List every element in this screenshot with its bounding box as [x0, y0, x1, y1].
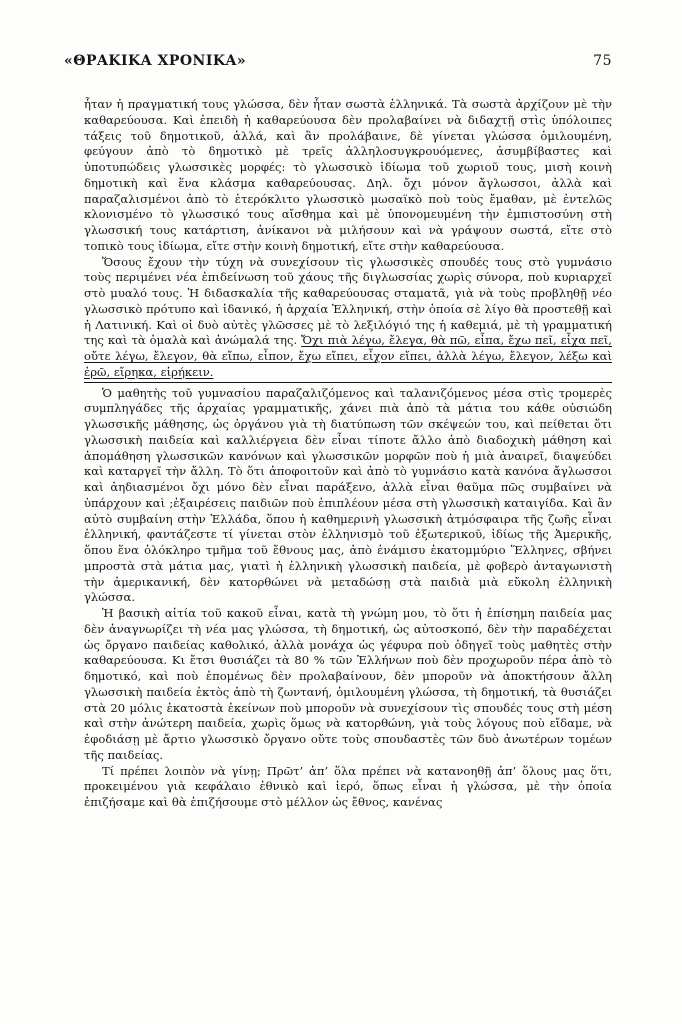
paragraph-4: Ἡ βασικὴ αἰτία τοῦ κακοῦ εἶναι, κατὰ τὴ γνώμη μου, τὸ ὅτι ἡ ἐπίσημη παιδεία μας δὲν ἀναγνωρίζει τὴ νέα μας γλώσσα, τὴ δημοτική, ὡς αὐτοσκοπό, δὲν τὴν παραδέχεται ὡς ὄργανο παιδείας καθολικό, ἀλλὰ μονάχα ὡς γέφυρα ποὺ ὁδηγεῖ τοὺς μαθητὲς στὴν καθαρεύουσα. Κι ἔτσι θυσιάζει τὰ 80 % τῶν Ἑλλήνων ποὺ δὲν προχωροῦν πέρα ἀπὸ τὸ δημοτικό, καὶ ποὺ ἑπομένως δὲν προλαβαίνουν, δὲν μποροῦν νὰ ἀποκτήσουν ἄλλη γλωσσικὴ παιδεία ἐκτὸς ἀπὸ τὴ ζωντανή, ὁμιλουμένη γλώσσα, τὴ δημοτική, τὰ θυσιάζει στὰ 20 μόλις ἑκατοστὰ ἐκείνων ποὺ μποροῦν νὰ συνεχίσουν τὶς σπουδές τους στὴ μέση καὶ στὴν ἀνώτερη παιδεία, χωρὶς ὅμως νὰ κατορθώνη, γιὰ τοὺς λόγους ποὺ εἴδαμε, νὰ ἐφοδιάσῃ μὲ ἄρτιο γλωσσικὸ ὄργανο οὔτε τοὺς σπουδαστὲς τῶν δυὸ ἀνωτέρων τομέων τῆς παιδείας.	[84, 606, 612, 762]
page-number: 75	[593, 53, 612, 69]
paragraph-2	[84, 255, 612, 381]
article-body	[84, 97, 612, 811]
section-rule	[84, 382, 612, 383]
verb-forms-quote: Ὄχι πιὰ λέγω, ἔλεγα, θὰ πῶ, εἶπα, ἔχω πεῖ, εἶχα πεῖ, οὔτε λέγω, ἔλεγον, θὰ εἴπω, εἶπον, ἔχω εἴπει, εἶχον εἴπει, ἀλλὰ λέγω, ἔλεγον, λέξω καὶ ἐρῶ, εἴρηκα, εἰρήκειν.	[84, 333, 612, 379]
paragraph-5: Τί πρέπει λοιπὸν νὰ γίνῃ; Πρῶτ’ ἀπ’ ὅλα πρέπει νὰ κατανοηθῇ ἀπ’ ὅλους μας ὅτι, προκειμένου γιὰ κεφάλαιο ἐθνικὸ καὶ ἱερό, ὅπως εἶναι ἡ γλώσσα, μὲ τὴν ὁποία ἐπιζήσαμε καὶ θὰ ἐπιζήσουμε στὸ μέλλον ὡς ἔθνος, κανένας	[84, 763, 612, 809]
paragraph-2-text: Ὅσους ἔχουν τὴν τύχη νὰ συνεχίσουν τὶς γλωσσικὲς σπουδές τους στὸ γυμνάσιο τοὺς περιμένει νέα ἐπιδείνωση τοῦ χάους τῆς διγλωσσίας χωρὶς σύνορα, ποὺ κυριαρχεῖ στὸ μυαλό τους. Ἡ διδασκαλία τῆς καθαρεύουσας σταματᾶ, γιὰ νὰ τοὺς προβληθῇ νέο γλωσσικὸ πρότυπο καὶ ἰδανικό, ἡ ἀρχαία Ἑλληνική, στὴν ὁποία σὲ λίγο θὰ προστεθῇ καὶ ἡ Λατινική. Καὶ οἱ δυὸ αὐτὲς γλῶσσες μὲ τὸ λεξιλόγιό της ἡ καθεμιά, μὲ τὴ γραμματική της καὶ τὰ ὁμαλὰ καὶ ἀνώμαλά της.	[84, 254, 612, 348]
paragraph-1: ἦταν ἡ πραγματική τους γλώσσα, δὲν ἦταν σωστὰ ἑλληνικά. Τὰ σωστὰ ἀρχίζουν μὲ τὴν καθαρεύουσα. Καὶ ἐπειδὴ ἡ καθαρεύουσα δὲν προλαβαίνει νὰ διδαχτῇ στὶς ὑπόλοιπες τάξεις τοῦ δημοτικοῦ, ἀλλά, καὶ ἂν προλάβαινε, δὲ γίνεται γλώσσα ὁμιλουμένη, φεύγουν ἀπὸ τὸ δημοτικὸ μὲ τρεῖς ἀλληλοσυγκρουόμενες, ἀσυμβίβαστες καὶ ὑποτυπώδεις γλωσσικὲς μορφές: τὸ γλωσσικὸ ἰδίωμα τοῦ χωριοῦ τους, μισὴ κοινὴ δημοτικὴ καὶ ἕνα κλάσμα καθαρεύουσας. Δηλ. ὄχι μόνον ἄγλωσσοι, ἀλλὰ καὶ παραζαλισμένοι ἀπὸ τὸ ἑτερόκλιτο γλωσσικὸ μωσαϊκὸ ποὺ τοὺς ἔμαθαν, μὲ ἐντελῶς κλονισμένο τὸ γλωσσικό τους αἴσθημα καὶ μὲ ὑπονομευμένη τὴν ἐμπιστοσύνη στὴ γλωσσική τους κατάρτιση, ἀνίκανοι νὰ μιλήσουν καὶ νὰ γράψουν σωστά, εἴτε στὸ τοπικὸ τους ἰδίωμα, εἴτε στὴν κοινὴ δημοτική, εἴτε στὴν καθαρεύουσα.	[84, 97, 612, 253]
journal-title: «ΘΡΑΚΙΚΑ ΧΡΟΝΙΚΑ»	[64, 53, 247, 69]
paragraph-3: Ὁ μαθητὴς τοῦ γυμνασίου παραζαλιζόμενος καὶ ταλανιζόμενος μέσα στὶς τρομερὲς συμπληγάδες τῆς ἀρχαίας γραμματικῆς, χάνει πιὰ ἀπὸ τὰ μάτια του κάθε οὐσιώδη γλωσσικῆς μάθησης, ὡς ὀργάνου γιὰ τὴ διατύπωση τῶν σκέψεών του, καὶ πείθεται ὅτι γλωσσικὴ παιδεία καὶ καλλιέργεια δὲν εἶναι τίποτε ἄλλο ἀπὸ διαδοχικὴ μάθηση καὶ ἀπομάθηση γλωσσικῶν κανόνων καὶ γλωσσικῶν μορφῶν ποὺ ἡ μιὰ ἀναιρεῖ, διαψεύδει καὶ καταργεῖ τὴν ἄλλη. Τὸ ὅτι ἀποφοιτοῦν καὶ ἀπὸ τὸ γυμνάσιο κατὰ κανόνα ἄγλωσσοι καὶ ἀηδιασμένοι ὄχι μόνο δὲν εἶναι παράξενο, ἀλλὰ εἶναι θαῦμα πῶς συμβαίνει νὰ ὑπάρχουν καὶ ;ἐξαιρέσεις παιδιῶν ποὺ ἐπιπλέουν μέσα στὴ γλωσσικὴ καταιγίδα. Καὶ ἂν αὐτὸ συμβαίνη στὴν Ἑλλάδα, ὅπου ἡ καθημερινὴ γλωσσικὴ ἀτμόσφαιρα τῆς ζωῆς εἶναι ἑλληνική, φαντάζεστε τί γίνεται στὸν ἑλληνισμὸ τοῦ ἐξωτερικοῦ, ἰδίως τῆς Ἀμερικῆς, ὅπου ἕνα ὁλόκληρο τμῆμα τοῦ ἔθνους μας, ἀπὸ ἐνάμισυ ἑκατομμύριο Ἕλληνες, σβήνει μπροστὰ στὰ μάτια μας, γιατὶ ἡ ἑλληνικὴ γλωσσικὴ παιδεία, μὲ φοβερὸ ἀνταγωνιστὴ τὴν ἀμερικανική, δὲν κατορθώνει νὰ μεταδώσῃ στὰ παιδιὰ μιὰ εὔκολη ἑλληνικὴ γλώσσα.	[84, 385, 612, 605]
running-head	[64, 53, 612, 71]
